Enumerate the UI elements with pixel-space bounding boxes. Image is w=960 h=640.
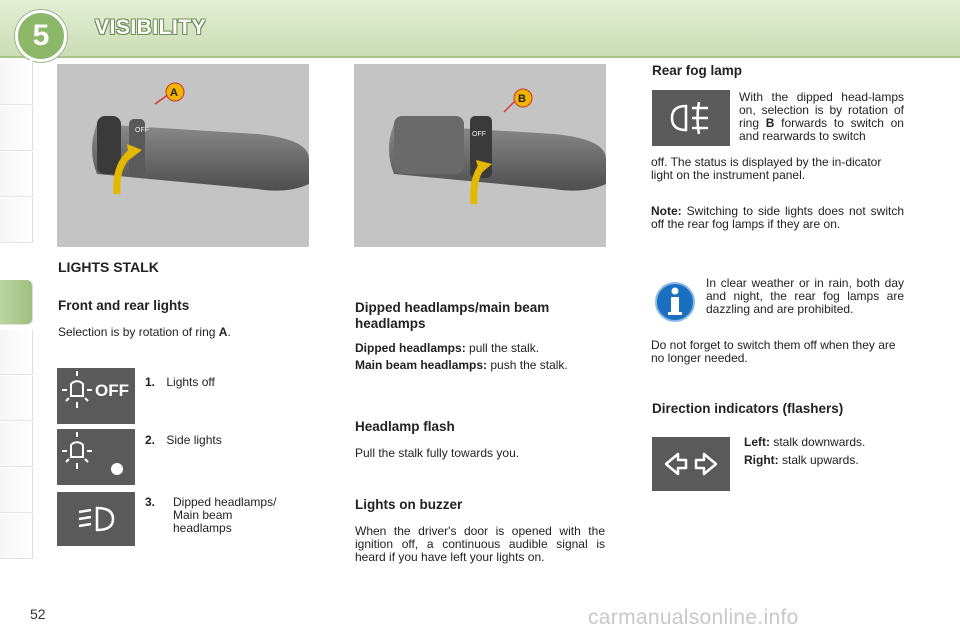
info-icon [652, 277, 698, 327]
intro-period: . [227, 325, 231, 339]
chapter-tab[interactable] [0, 422, 33, 467]
stalk-illustration-a [57, 64, 309, 247]
rear-fog-forwards: forwards to switch on and rearwards to switch [739, 116, 904, 143]
position-item-1 [145, 376, 215, 389]
chapter-tab-active[interactable] [0, 280, 33, 325]
ring-ref: A [218, 325, 228, 339]
rear-fog-text-1 [739, 91, 904, 143]
rear-fog-note [651, 205, 904, 231]
rear-fog-intro: With the dipped head-lamps on, selection is by rotation of ring [739, 90, 904, 130]
buzzer-heading: Lights on buzzer [355, 497, 463, 512]
side-lights-icon [57, 429, 135, 485]
rear-fog-text-2: off. The status is displayed by the in-dicator light on the instrument panel. [651, 155, 882, 182]
position-number: 1. [145, 375, 156, 389]
ring-b-callout: B [518, 93, 526, 105]
front-rear-heading: Front and rear lights [58, 298, 190, 313]
main-beam-text [355, 359, 605, 372]
flash-heading: Headlamp flash [355, 419, 455, 434]
info-reminder: Do not forget to switch them off when they are no longer needed. [651, 338, 896, 365]
chapter-tab[interactable] [0, 198, 33, 243]
intro-text: Selection is by rotation of ring [58, 325, 216, 339]
chapter-number: 5 [15, 10, 67, 62]
chapter-tab[interactable] [0, 514, 33, 559]
position-number: 3. [145, 495, 156, 509]
position-label: Lights off [166, 375, 215, 389]
chapter-tab[interactable] [0, 468, 33, 513]
left-indicator-text [744, 436, 865, 449]
front-rear-intro [58, 326, 231, 339]
chapter-tabs [0, 60, 34, 580]
dipped-heading: Dipped headlamps/main beam headlamps [355, 300, 550, 331]
rear-fog-lamp-icon [652, 90, 730, 146]
page-number: 52 [30, 606, 46, 622]
note-label: Note: [651, 204, 682, 218]
rear-fog-heading: Rear fog lamp [652, 63, 743, 78]
dipped-label: Dipped headlamps: [355, 341, 466, 355]
right-instruction: stalk upwards. [778, 453, 859, 467]
watermark: carmanualsonline.info [588, 606, 799, 629]
chapter-tab[interactable] [0, 106, 33, 151]
right-label: Right: [744, 453, 779, 467]
lights-off-icon [57, 368, 135, 424]
ring-ref-b: B [765, 116, 775, 130]
left-instruction: stalk downwards. [770, 435, 866, 449]
position-label-3: Dipped headlamps/ Main beam headlamps [173, 495, 277, 535]
buzzer-text: When the driver's door is opened with the ignition off, a continuous audible signal is heard if you have left your lights on. [355, 524, 605, 564]
lights-stalk-photo-a [57, 64, 309, 247]
lights-stalk-photo-b [354, 64, 606, 247]
direction-indicators-icon [652, 437, 730, 491]
chapter-tab[interactable] [0, 330, 33, 375]
info-text: In clear weather or in rain, both day and night, the rear fog lamps are dazzling and are prohibited. [706, 276, 904, 316]
position-label: Side lights [166, 433, 222, 447]
svg-text:OFF: OFF [95, 381, 129, 400]
left-label: Left: [744, 435, 770, 449]
direction-heading: Direction indicators (flashers) [652, 401, 844, 416]
main-beam-instruction: push the stalk. [487, 358, 568, 372]
dipped-headlamps-icon [57, 492, 135, 546]
ring-a-callout: A [170, 87, 178, 99]
chapter-title: VISIBILITY [95, 16, 207, 39]
chapter-tab[interactable] [0, 152, 33, 197]
right-indicator-text [744, 454, 859, 467]
svg-text:OFF: OFF [135, 127, 149, 134]
section-title: LIGHTS STALK [58, 259, 159, 275]
header-divider [0, 56, 960, 58]
note-text: Switching to side lights does not switch off the rear fog lamps if they are on. [651, 204, 904, 231]
dipped-text [355, 342, 605, 355]
dipped-instruction: pull the stalk. [465, 341, 540, 355]
flash-text: Pull the stalk fully towards you. [355, 446, 520, 460]
position-item-2 [145, 434, 222, 447]
stalk-illustration-b [354, 64, 606, 247]
chapter-tab[interactable] [0, 376, 33, 421]
position-number: 2. [145, 433, 156, 447]
main-beam-label: Main beam headlamps: [355, 358, 488, 372]
chapter-tab[interactable] [0, 60, 33, 105]
svg-text:OFF: OFF [472, 131, 486, 138]
